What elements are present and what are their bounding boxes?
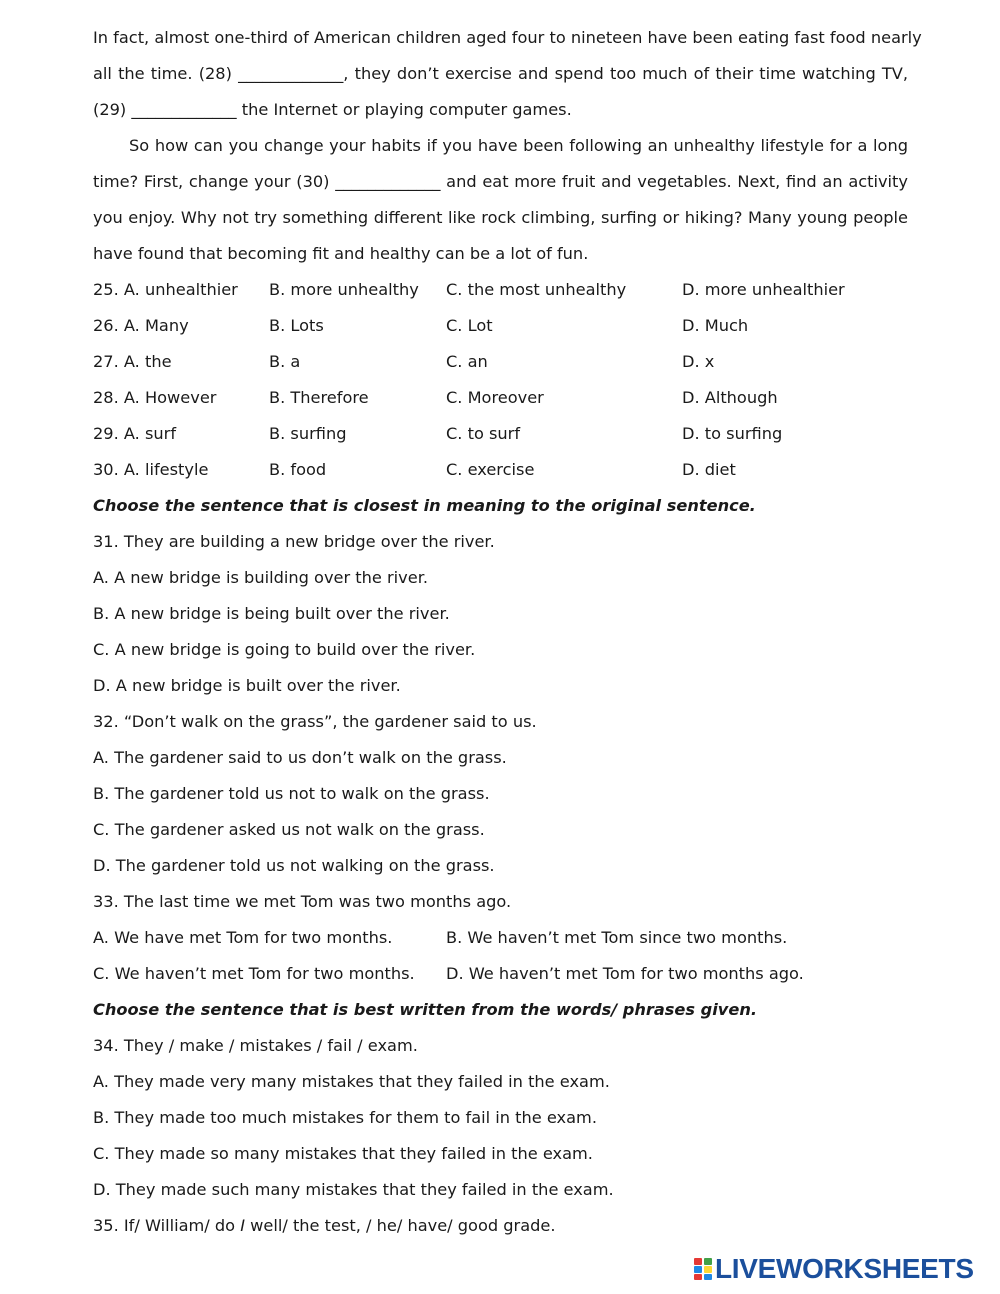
option-b: B. Lots <box>269 316 324 335</box>
passage <box>93 20 922 272</box>
option-a: 28. A. However <box>93 388 217 407</box>
option-row-28 <box>93 380 908 416</box>
answer-option: A. The gardener said to us don’t walk on the grass. <box>93 748 507 767</box>
question-34 <box>93 1028 908 1208</box>
question-stem: 34. They / make / mistakes / fail / exam. <box>93 1036 418 1055</box>
section-heading: Choose the sentence that is closest in meaning to the original sentence. <box>93 496 756 515</box>
passage-line: time? First, change your (30) _____________ and eat more fruit and vegetables. Next, find an activity <box>93 172 908 191</box>
answer-option: B. The gardener told us not to walk on the grass. <box>93 784 490 803</box>
question-33 <box>93 884 908 992</box>
option-d: D. to surfing <box>682 424 783 443</box>
stem-italic-part: I <box>240 1216 245 1235</box>
answer-option: C. A new bridge is going to build over the river. <box>93 640 476 659</box>
stem-part: well/ the test, / he/ have/ good grade. <box>245 1216 556 1235</box>
answer-option: A. We have met Tom for two months. <box>93 928 393 947</box>
logo-block-red <box>694 1258 702 1265</box>
answer-option: B. We haven’t met Tom since two months. <box>446 928 788 947</box>
option-row-27 <box>93 344 908 380</box>
option-d: D. x <box>682 352 715 371</box>
question-stem: 31. They are building a new bridge over the river. <box>93 532 495 551</box>
option-row-30 <box>93 452 908 488</box>
passage-line: have found that becoming fit and healthy can be a lot of fun. <box>93 244 589 263</box>
option-c: C. Lot <box>446 316 493 335</box>
passage-line: In fact, almost one-third of American children aged four to nineteen have been eating fast food nearly <box>93 28 922 47</box>
option-b: B. food <box>269 460 327 479</box>
option-row-25 <box>93 272 908 308</box>
option-d: D. Much <box>682 316 749 335</box>
passage-line: all the time. (28) _____________, they don’t exercise and spend too much of their time watching TV, <box>93 64 908 83</box>
answer-option: A. They made very many mistakes that they failed in the exam. <box>93 1072 610 1091</box>
option-a: 27. A. the <box>93 352 172 371</box>
option-row-29 <box>93 416 908 452</box>
option-c: C. exercise <box>446 460 535 479</box>
section-heading: Choose the sentence that is best written from the words/ phrases given. <box>93 1000 758 1019</box>
answer-option: A. A new bridge is building over the river. <box>93 568 429 587</box>
answer-option: B. A new bridge is being built over the river. <box>93 604 450 623</box>
answer-row <box>93 956 908 992</box>
option-b: B. more unhealthy <box>269 280 419 299</box>
answer-row <box>93 920 908 956</box>
option-c: C. the most unhealthy <box>446 280 627 299</box>
answer-option: B. They made too much mistakes for them to fail in the exam. <box>93 1108 597 1127</box>
option-a: 29. A. surf <box>93 424 177 443</box>
option-d: D. Although <box>682 388 778 407</box>
option-a: 26. A. Many <box>93 316 189 335</box>
option-a: 25. A. unhealthier <box>93 280 238 299</box>
option-c: C. Moreover <box>446 388 544 407</box>
question-32 <box>93 704 908 884</box>
question-stem: 33. The last time we met Tom was two months ago. <box>93 892 512 911</box>
answer-option: C. The gardener asked us not walk on the grass. <box>93 820 485 839</box>
answer-option: C. They made so many mistakes that they failed in the exam. <box>93 1144 593 1163</box>
option-a: 30. A. lifestyle <box>93 460 209 479</box>
option-b: B. surfing <box>269 424 347 443</box>
passage-line: So how can you change your habits if you have been following an unhealthy lifestyle for a long <box>129 136 908 155</box>
logo-block-yellow <box>704 1266 712 1273</box>
brand-name: LIVEWORKSHEETS <box>715 1253 974 1284</box>
logo-block-green <box>704 1258 712 1265</box>
option-row-26 <box>93 308 908 344</box>
liveworksheets-logo-icon <box>693 1256 713 1282</box>
option-b: B. Therefore <box>269 388 369 407</box>
option-d: D. diet <box>682 460 736 479</box>
passage-line: you enjoy. Why not try something different like rock climbing, surfing or hiking? Many young people <box>93 208 908 227</box>
liveworksheets-logo <box>693 1254 974 1284</box>
answer-option: D. The gardener told us not walking on the grass. <box>93 856 495 875</box>
option-b: B. a <box>269 352 301 371</box>
passage-line: (29) _____________ the Internet or playing computer games. <box>93 100 572 119</box>
answer-option: C. We haven’t met Tom for two months. <box>93 964 415 983</box>
worksheet-page <box>93 20 922 1244</box>
logo-block-blue <box>704 1274 712 1280</box>
option-c: C. to surf <box>446 424 521 443</box>
question-35-stem <box>93 1208 908 1244</box>
option-d: D. more unhealthier <box>682 280 845 299</box>
logo-block-blue <box>694 1266 702 1273</box>
question-31 <box>93 524 908 704</box>
question-stem: 32. “Don’t walk on the grass”, the gardener said to us. <box>93 712 537 731</box>
answer-option: D. They made such many mistakes that they failed in the exam. <box>93 1180 614 1199</box>
stem-part: 35. If/ William/ do <box>93 1216 241 1235</box>
answer-option: D. We haven’t met Tom for two months ago. <box>446 964 804 983</box>
option-c: C. an <box>446 352 488 371</box>
options-table <box>93 272 908 488</box>
answer-option: D. A new bridge is built over the river. <box>93 676 401 695</box>
logo-block-red <box>694 1274 702 1280</box>
